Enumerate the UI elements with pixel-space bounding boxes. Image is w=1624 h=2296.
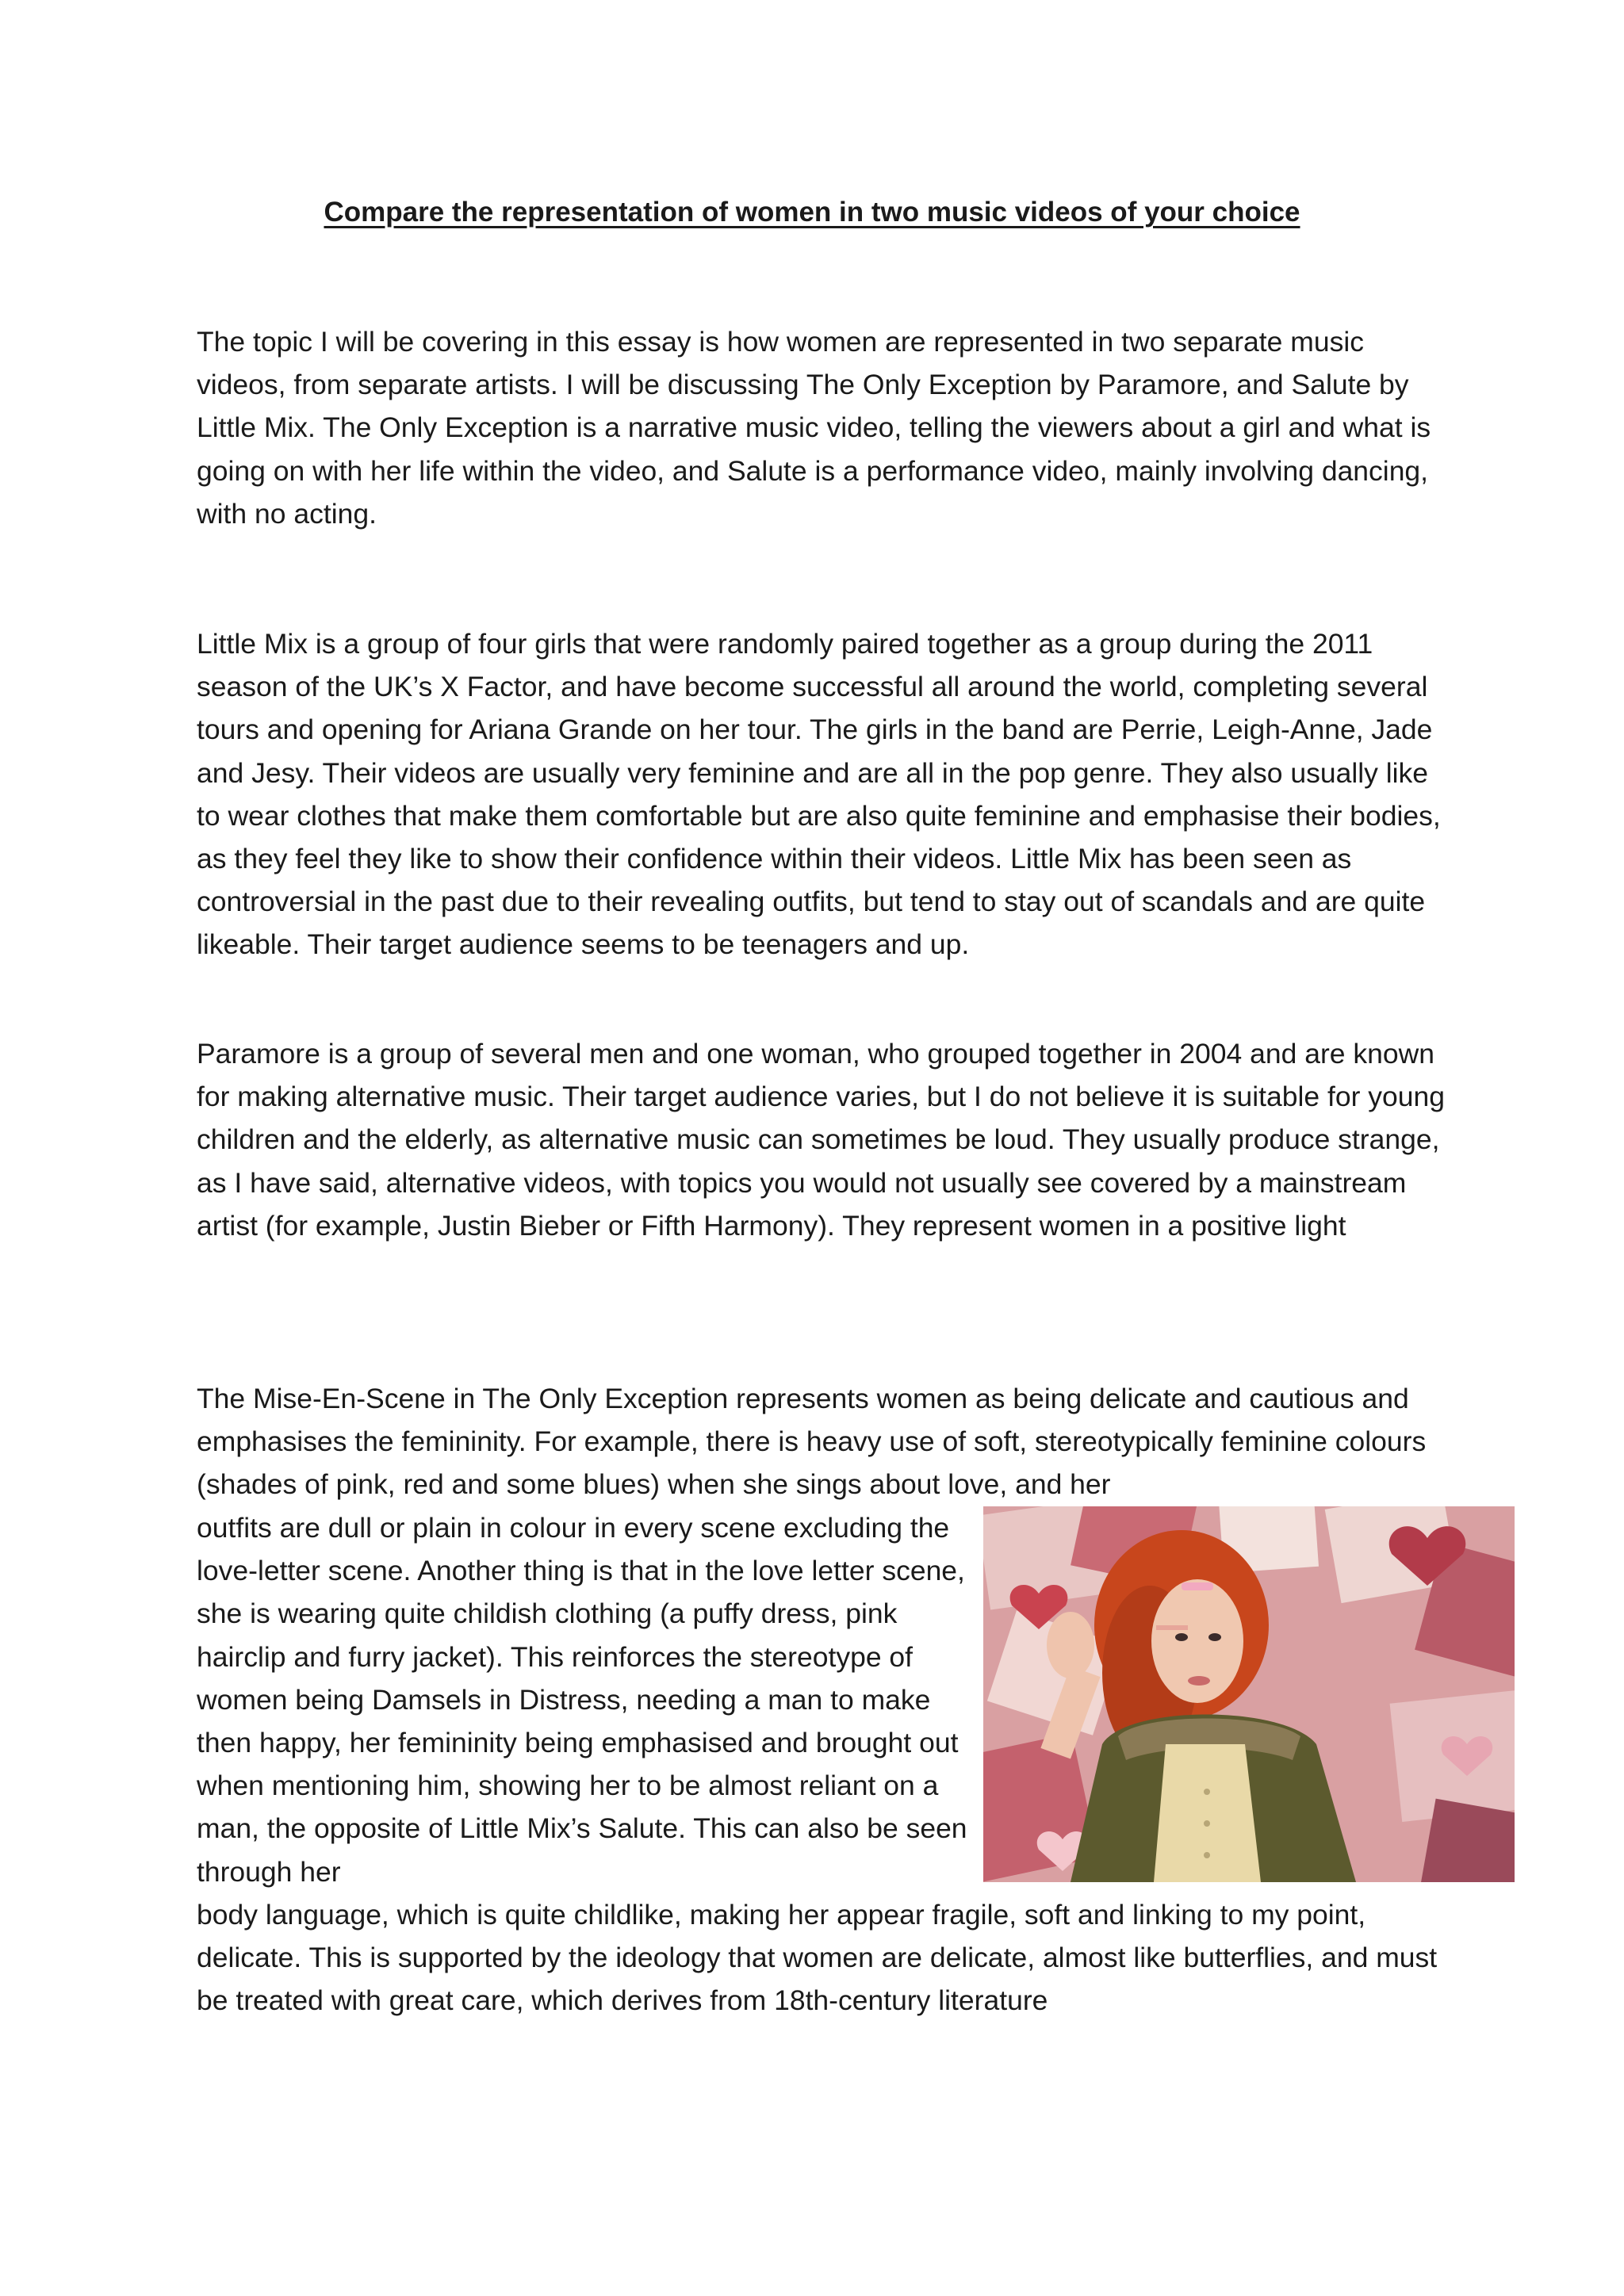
paragraph-mise-en-scene-start: The Mise-En-Scene in The Only Exception represents women as being delicate and cautious and emphasises the femininity. For example, there is heavy use of soft, stereotypically feminine colours (shades of pink, red and some blues) when she sings about love, and her	[197, 1383, 1427, 1501]
music-video-still-photo	[983, 1506, 1515, 1882]
page-title-text: Compare the representation of women in two music videos of your choice	[324, 197, 1300, 228]
paragraph-paramore: Paramore is a group of several men and one woman, who grouped together in 2004 and are known for making alternative music. Their target audience varies, but I do not believe it is suitable for young children and the elderly, as alternative music can sometimes be loud. They usually produce strange, as I have said, alternative videos, with topics you would not usually see covered by a mainstream artist (for example, Justin Bieber or Fifth Harmony). They represent women in a positive light	[197, 1038, 1446, 1242]
paragraph-mise-en-scene-end: body language, which is quite childlike, making her appear fragile, soft and linking to my point, delicate. This is supported by the ideology that women are delicate, almost like butterflies, and must be treated with great care, which derives from 18th-century literature	[197, 1899, 1438, 2017]
paragraph-little-mix: Little Mix is a group of four girls that were randomly paired together as a group during the 2011 season of the UK’s X Factor, and have become successful all around the world, completing several tours and opening for Ariana Grande on her tour. The girls in the band are Perrie, Leigh-Anne, Jade and Jesy. Their videos are usually very feminine and are all in the pop genre. They also usually like to wear clothes that make them comfortable but are also quite feminine and emphasise their bodies, as they feel they like to show their confidence within their videos. Little Mix has been seen as controversial in the past due to their revealing outfits, but tend to stay out of scandals and are quite likeable. Their target audience seems to be teenagers and up.	[197, 628, 1441, 961]
paragraph-mise-en-scene-wrapped: outfits are dull or plain in colour in every scene excluding the love-letter scene. Another thing is that in the love letter scene, she is wearing quite childish clothing (a puffy dress, pink hairclip and furry jacket). This reinforces the stereotype of women being Damsels in Distress, needing a man to make then happy, her femininity being emphasised and brought out when mentioning him, showing her to be almost reliant on a man, the opposite of Little Mix’s Salute. This can also be seen through her	[197, 1512, 967, 1888]
page-title	[0, 193, 1624, 232]
paragraph-intro: The topic I will be covering in this essay is how women are represented in two separate music videos, from separate artists. I will be discussing The Only Exception by Paramore, and Salute by Little Mix. The Only Exception is a narrative music video, telling the viewers about a girl and what is going on with her life within the video, and Salute is a performance video, mainly involving dancing, with no acting.	[197, 326, 1431, 530]
photo-still-icon	[983, 1506, 1515, 1882]
